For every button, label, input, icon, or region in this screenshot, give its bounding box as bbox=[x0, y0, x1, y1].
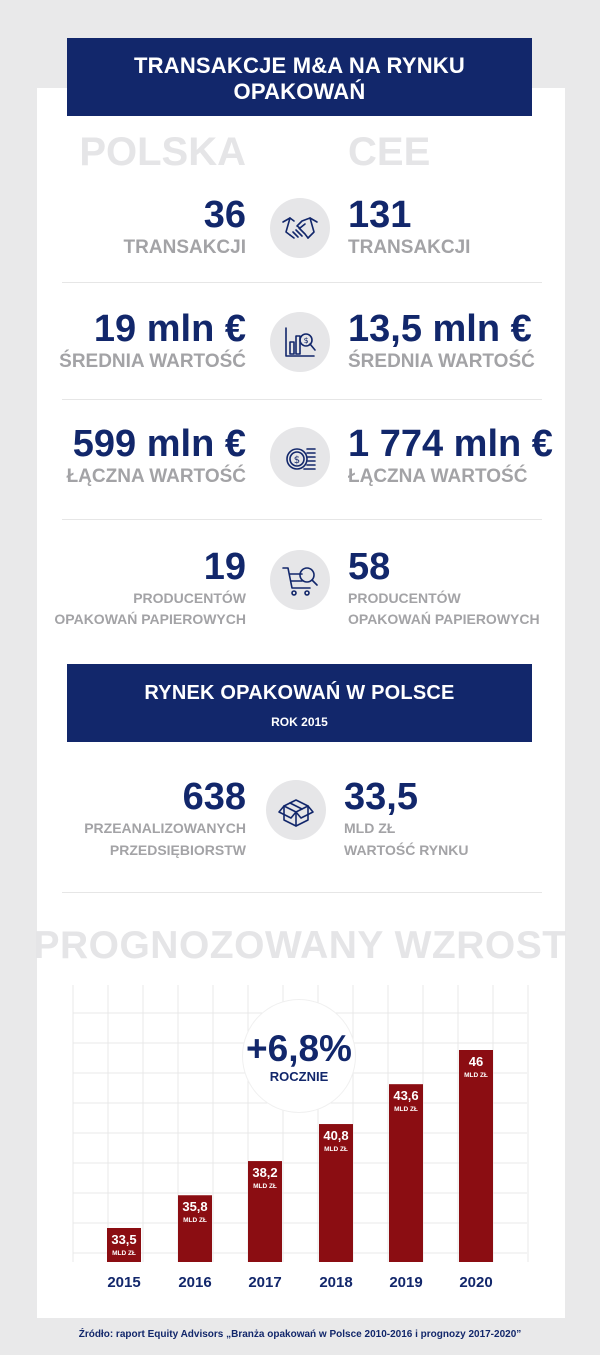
stat-left-value: 599 mln € bbox=[72, 423, 246, 465]
source-note: Źródło: raport Equity Advisors „Branża opakowań w Polsce 2010-2016 i prognozy 2017-2020” bbox=[78, 1329, 522, 1340]
bar-unit-label: MLD ZŁ bbox=[253, 1183, 277, 1191]
bar-value-label: 33,5 bbox=[111, 1232, 137, 1247]
category-label: 2019 bbox=[389, 1274, 423, 1291]
header-subtitle: W LATACH 2010-2016 bbox=[238, 114, 361, 128]
stat-right-value: 1 774 mln € bbox=[348, 423, 553, 465]
bar-value-label: 35,8 bbox=[182, 1199, 208, 1215]
column-heading-cee: CEE bbox=[348, 130, 431, 174]
svg-text:$: $ bbox=[293, 455, 301, 466]
category-label: 2020 bbox=[459, 1274, 493, 1291]
bar-unit-label: MLD ZŁ bbox=[464, 1072, 488, 1079]
stat-left-value: 19 mln € bbox=[93, 308, 246, 350]
bar-value-label: 40,8 bbox=[323, 1128, 349, 1144]
stat-right-value: 58 bbox=[348, 546, 391, 588]
market-left-label: PRZEDSIĘBIORSTW bbox=[109, 842, 246, 858]
stat-left-value: 36 bbox=[203, 194, 246, 236]
stat-right-label: ŁĄCZNA WARTOŚĆ bbox=[348, 466, 528, 487]
bar-unit-label: MLD ZŁ bbox=[183, 1217, 207, 1225]
stat-right-label: PRODUCENTÓW bbox=[348, 590, 461, 606]
chart-bar bbox=[459, 1050, 493, 1262]
market-title: RYNEK OPAKOWAŃ W POLSCE bbox=[144, 682, 455, 704]
stat-left-label: ŁĄCZNA WARTOŚĆ bbox=[66, 466, 246, 487]
column-heading-polska: POLSKA bbox=[79, 130, 246, 174]
bar-unit-label: MLD ZŁ bbox=[324, 1146, 348, 1154]
category-label: 2015 bbox=[107, 1274, 141, 1291]
chart-bar bbox=[319, 1124, 353, 1262]
stat-left-label: TRANSAKCJI bbox=[123, 237, 246, 258]
stat-left-label: PRODUCENTÓW bbox=[133, 590, 246, 606]
growth-badge bbox=[243, 1000, 355, 1112]
market-right-label: MLD ZŁ bbox=[344, 820, 396, 836]
svg-text:$: $ bbox=[303, 336, 309, 345]
category-label: 2016 bbox=[178, 1274, 212, 1291]
header-title: TRANSAKCJE M&A NA RYNKU OPAKOWAŃ bbox=[134, 53, 465, 104]
bar-value-label: 38,2 bbox=[252, 1165, 278, 1181]
growth-badge-label: ROCZNIE bbox=[269, 1069, 329, 1084]
stat-right-value: 131 bbox=[348, 194, 412, 236]
market-subtitle: ROK 2015 bbox=[271, 715, 328, 729]
bar-unit-label: MLD ZŁ bbox=[394, 1106, 418, 1114]
market-right-label: WARTOŚĆ RYNKU bbox=[344, 842, 469, 858]
market-left-value: 638 bbox=[182, 776, 246, 818]
stat-left-label: OPAKOWAŃ PAPIEROWYCH bbox=[54, 611, 246, 627]
market-left-label: PRZEANALIZOWANYCH bbox=[84, 820, 246, 836]
stat-left-value: 19 bbox=[203, 546, 246, 588]
growth-title: PROGNOZOWANY WZROST bbox=[33, 924, 567, 967]
stat-right-label: TRANSAKCJI bbox=[348, 237, 471, 258]
stat-left-label: ŚREDNIA WARTOŚĆ bbox=[59, 351, 246, 372]
bar-value-label: 43,6 bbox=[393, 1088, 419, 1104]
category-label: 2017 bbox=[248, 1274, 282, 1291]
bar-unit-label: MLD ZŁ bbox=[112, 1250, 136, 1257]
stat-right-value: 13,5 mln € bbox=[348, 308, 532, 350]
category-label: 2018 bbox=[319, 1274, 353, 1291]
market-right-value: 33,5 bbox=[344, 776, 418, 818]
stat-right-label: ŚREDNIA WARTOŚĆ bbox=[348, 351, 535, 372]
stat-right-label: OPAKOWAŃ PAPIEROWYCH bbox=[348, 611, 540, 627]
bar-value-label: 46 bbox=[468, 1054, 484, 1069]
growth-badge-value: +6,8% bbox=[246, 1028, 352, 1069]
